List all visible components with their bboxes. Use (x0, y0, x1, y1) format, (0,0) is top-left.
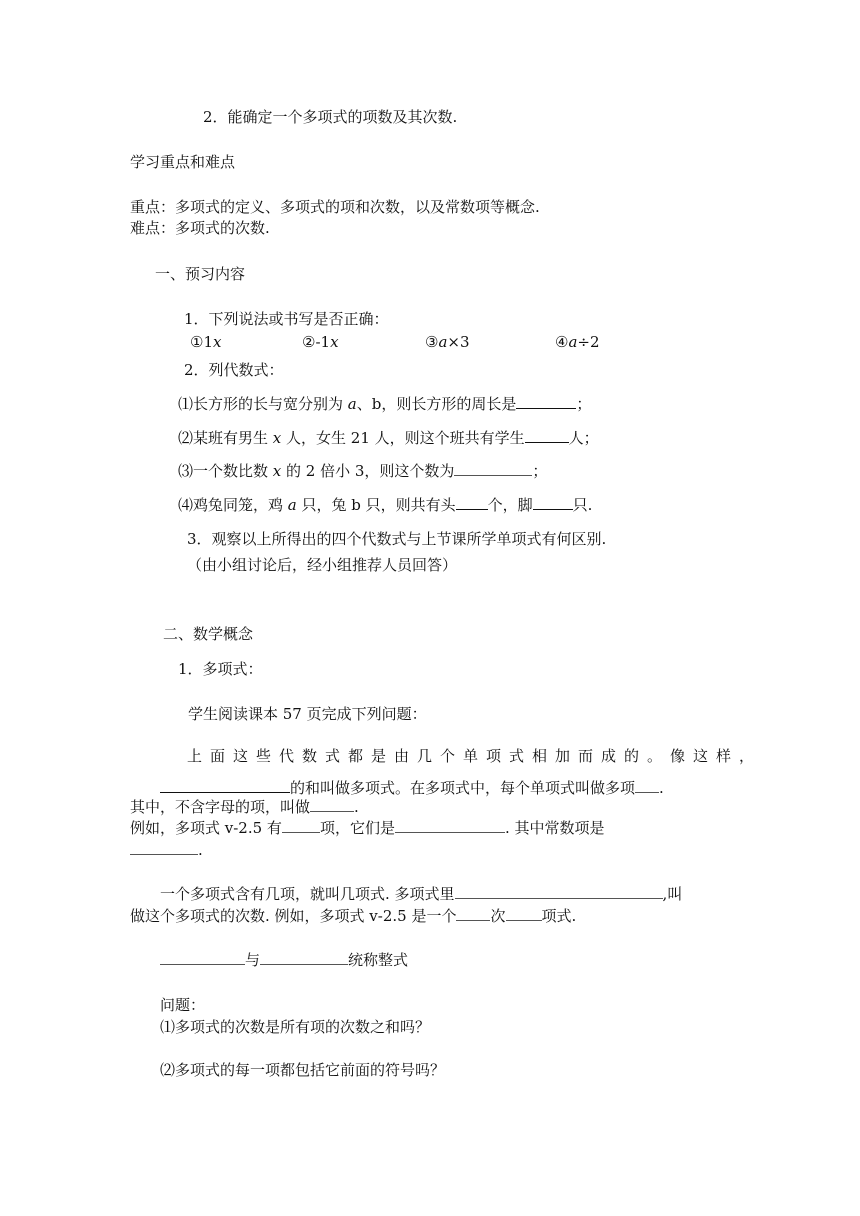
reading-instruction: 学生阅读课本 57 页完成下列问题： (188, 705, 427, 723)
answer-blank[interactable] (456, 494, 488, 510)
answer-blank[interactable] (310, 797, 354, 812)
degree-line-2-text-b: 次 (490, 907, 506, 925)
objective-2: 2．能确定一个多项式的项数及其次数. (203, 108, 458, 126)
definition-line-5-end: . (198, 841, 203, 859)
option-1-number: ①1 (190, 333, 213, 351)
answer-blank[interactable] (282, 818, 320, 833)
degree-line-2-text-c: 项式. (541, 907, 577, 925)
option-1-variable: x (213, 333, 222, 351)
question-3: 3．观察以上所得出的四个代数式与上节课所学单项式有何区别. (187, 530, 607, 548)
item-4-text-c: 个，脚 (487, 496, 533, 514)
answer-blank[interactable] (635, 778, 659, 793)
answer-blank[interactable] (130, 840, 198, 855)
item-3-text-a: ⑶一个数比数 (178, 462, 273, 480)
degree-line-1-end: ,叫 (662, 885, 683, 903)
definition-line-1: 上面这些代数式都是由几个单项式相加而成的。像这样， (187, 747, 763, 765)
item-2 (178, 427, 599, 448)
degree-line-2-text-a: 做这个多项式的次数. 例如，多项式 v-2.5 是一个 (130, 907, 457, 925)
option-3-rest: ×3 (447, 333, 470, 351)
item-1-end: ； (576, 395, 592, 413)
item-2-variable: x (272, 429, 282, 447)
answer-blank[interactable] (260, 950, 348, 965)
option-4-rest: ÷2 (577, 333, 600, 351)
definition-line-4-text-b: 项，它们是 (319, 819, 395, 837)
item-3-text-b: 的 2 倍小 3，则这个数为 (281, 462, 455, 480)
item-1 (178, 393, 591, 414)
degree-line-2 (130, 906, 576, 926)
item-4-variable: a (287, 496, 297, 514)
degree-line-1 (160, 884, 682, 904)
item-2-text-c: 人； (568, 429, 599, 447)
item-2-text-b: 人，女生 21 人，则这个班共有学生 (281, 429, 525, 447)
item-4-text-b: 只，兔 b 只，则共有头 (296, 496, 456, 514)
answer-blank[interactable] (160, 950, 245, 965)
question-a: ⑴多项式的次数是所有项的次数之和吗？ (160, 1018, 431, 1036)
answer-blank[interactable] (395, 818, 505, 833)
item-4-text-a: ⑷鸡兔同笼，鸡 (178, 496, 288, 514)
preview-heading: 一、预习内容 (155, 265, 246, 283)
definition-line-3-text: 其中，不含字母的项，叫做 (130, 798, 311, 816)
definition-line-4 (130, 818, 605, 838)
question-b: ⑵多项式的每一项都包括它前面的符号吗？ (160, 1061, 446, 1079)
option-2-number: ②-1 (302, 333, 331, 351)
focus-heading: 学习重点和难点 (130, 153, 236, 171)
definition-line-3 (130, 797, 359, 817)
option-1 (190, 332, 221, 352)
definition-line-4-text-a: 例如，多项式 v-2.5 有 (130, 819, 282, 837)
answer-blank[interactable] (506, 906, 542, 921)
concept-1-heading: 1．多项式： (178, 660, 263, 678)
option-2 (302, 332, 339, 352)
questions-heading: 问题： (160, 996, 206, 1014)
item-1-text-b: 、b，则长方形的周长是 (356, 395, 517, 413)
question-1: 1．下列说法或书写是否正确： (184, 310, 389, 328)
answer-blank[interactable] (533, 494, 573, 510)
item-1-variable: a (347, 395, 357, 413)
option-2-variable: x (330, 333, 339, 351)
degree-line-1-text: 一个多项式含有几项，就叫几项式. 多项式里 (160, 885, 455, 903)
answer-blank[interactable] (456, 906, 490, 921)
definition-line-2-text: 的和叫做多项式。在多项式中，每个单项式叫做多项 (290, 779, 636, 797)
concepts-heading: 二、数学概念 (163, 625, 254, 643)
definition-line-4-text-c: . 其中常数项是 (504, 819, 605, 837)
definition-line-2 (160, 777, 664, 798)
integer-expression-and: 与 (245, 951, 261, 969)
difficult-points: 难点：多项式的次数. (130, 219, 270, 237)
item-3-end: ； (532, 462, 548, 480)
key-points: 重点：多项式的定义、多项式的项和次数，以及常数项等概念. (130, 198, 540, 216)
option-4 (555, 332, 600, 352)
answer-blank[interactable] (525, 427, 569, 443)
integer-expression-text: 统称整式 (348, 951, 409, 969)
integer-expression-line (160, 950, 408, 970)
option-4-variable: a (568, 333, 578, 351)
answer-blank[interactable] (516, 393, 576, 409)
item-4 (178, 494, 592, 515)
item-3-variable: x (272, 462, 282, 480)
item-1-text-a: ⑴长方形的长与宽分别为 (178, 395, 348, 413)
item-3 (178, 461, 547, 481)
option-3-variable: a (438, 333, 448, 351)
question-2: 2．列代数式： (184, 361, 284, 379)
answer-blank[interactable] (454, 461, 532, 476)
option-4-number: ④ (555, 333, 569, 351)
definition-line-2-end: . (659, 779, 664, 797)
answer-blank[interactable] (160, 777, 290, 793)
definition-line-3-end: . (354, 798, 359, 816)
item-4-text-d: 只. (572, 496, 593, 514)
item-2-text-a: ⑵某班有男生 (178, 429, 273, 447)
question-3-note: （由小组讨论后，经小组推荐人员回答） (187, 556, 458, 574)
definition-line-5 (130, 840, 203, 860)
option-3-number: ③ (425, 333, 439, 351)
answer-blank[interactable] (455, 884, 663, 899)
option-3 (425, 332, 470, 352)
